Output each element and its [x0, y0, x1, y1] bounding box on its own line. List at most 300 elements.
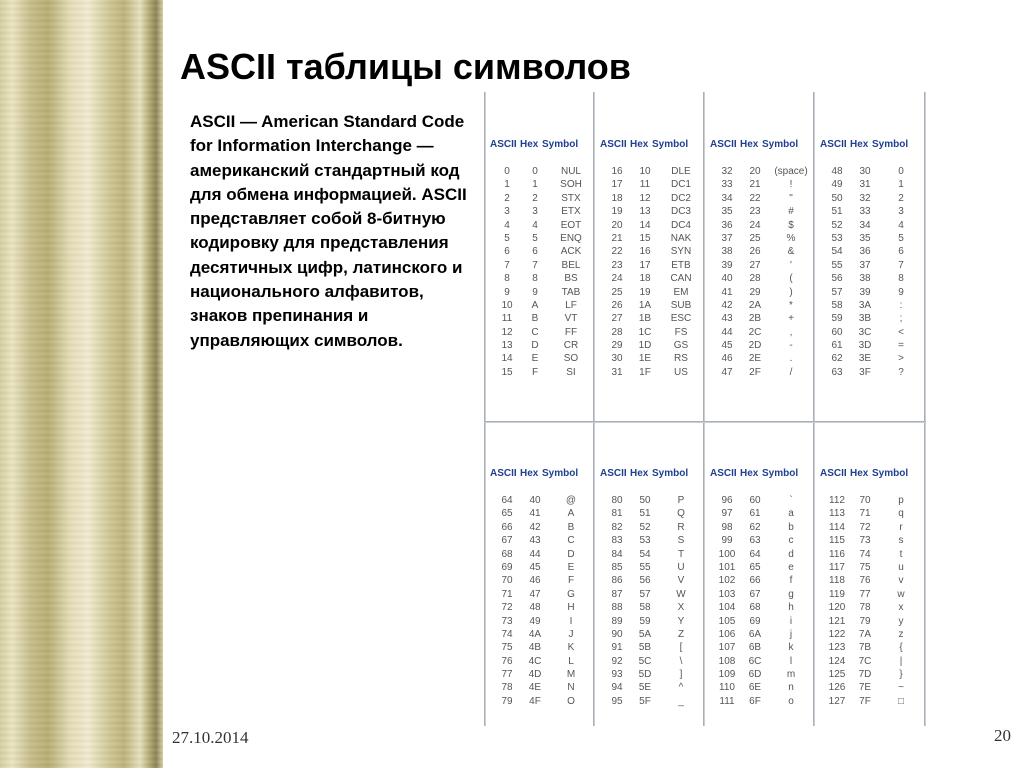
symbol-cell: `: [789, 495, 793, 506]
ascii-code-cell: 56: [831, 273, 843, 285]
symbol-cell: ;: [899, 313, 903, 325]
table-header: [488, 139, 596, 153]
table-header: [708, 468, 816, 482]
symbol-cell: %: [786, 232, 796, 244]
table-row: [818, 521, 926, 534]
symbol-cell: 3: [898, 206, 904, 218]
ascii-code-cell: 65: [501, 508, 513, 520]
hex-code-cell: 3B: [858, 313, 872, 325]
symbol-cell: SO: [563, 353, 579, 365]
ascii-code-cell: 39: [721, 259, 733, 271]
table-row: [708, 668, 816, 681]
table-row: [598, 219, 706, 232]
table-row: [488, 178, 596, 191]
symbol-cell: ?: [898, 366, 904, 378]
ascii-code-cell: 61: [831, 340, 843, 352]
header-ascii: ASCII: [490, 139, 517, 150]
ascii-code-cell: 75: [501, 642, 513, 654]
table-row: [708, 312, 816, 325]
table-row: [598, 681, 706, 694]
header-symbol: Symbol: [652, 139, 689, 150]
hex-code-cell: E: [531, 353, 539, 365]
table-row: [708, 339, 816, 352]
ascii-code-cell: 35: [721, 206, 733, 218]
ascii-code-cell: 97: [721, 508, 733, 520]
ascii-code-cell: 24: [611, 273, 623, 285]
table-row: [818, 299, 926, 312]
hex-code-cell: 36: [859, 246, 871, 258]
hex-code-cell: 33: [859, 206, 871, 218]
symbol-cell: LF: [565, 299, 577, 311]
ascii-code-cell: 99: [721, 535, 733, 547]
symbol-cell: ": [789, 192, 793, 204]
table-row: [708, 521, 816, 534]
symbol-cell: □: [897, 695, 905, 707]
symbol-cell: $: [788, 219, 794, 231]
table-row: [818, 259, 926, 272]
ascii-code-cell: 126: [828, 682, 846, 694]
slide-description: ASCII — American Standard Code for Information Interchange — американский стандартный код для обмена информацией. ASCII представляет собой 8-битную кодировку для представления десятичных цифр, латинского и национального алфавитов, знаков препинания и управляющих символов.: [190, 112, 467, 350]
hex-code-cell: C: [531, 326, 539, 338]
symbol-cell: CAN: [670, 273, 692, 285]
ascii-code-cell: 85: [611, 561, 623, 573]
table-row: [488, 695, 596, 708]
ascii-code-cell: 9: [504, 286, 510, 298]
table-row: [598, 561, 706, 574]
ascii-code-cell: 18: [611, 192, 623, 204]
ascii-code-cell: 37: [721, 232, 733, 244]
table-row: [818, 548, 926, 561]
table-row: [598, 352, 706, 365]
table-row: [598, 668, 706, 681]
hex-code-cell: 6E: [748, 682, 762, 694]
ascii-code-cell: 7: [504, 259, 510, 271]
symbol-cell: Z: [677, 628, 685, 640]
hex-code-cell: 68: [749, 602, 761, 614]
symbol-cell: ): [789, 286, 793, 298]
symbol-cell: 5: [898, 232, 904, 244]
hex-code-cell: 17: [639, 259, 651, 271]
hex-code-cell: 2D: [748, 340, 762, 352]
hex-code-cell: 9: [532, 286, 538, 298]
symbol-cell: GS: [673, 340, 689, 352]
symbol-cell: g: [788, 588, 794, 600]
table-row: [708, 205, 816, 218]
hex-code-cell: 74: [859, 548, 871, 560]
hex-code-cell: 14: [639, 219, 651, 231]
ascii-code-cell: 104: [718, 602, 736, 614]
hex-code-cell: 79: [859, 615, 871, 627]
ascii-code-cell: 64: [501, 495, 513, 506]
table-header: [818, 468, 926, 482]
hex-code-cell: 57: [639, 588, 651, 600]
decorative-left-border: [0, 0, 163, 768]
table-row: [818, 192, 926, 205]
hex-code-cell: 23: [749, 206, 761, 218]
hex-code-cell: 7A: [858, 628, 872, 640]
hex-code-cell: 4E: [528, 682, 542, 694]
hex-code-cell: F: [531, 366, 539, 378]
hex-code-cell: 65: [749, 561, 761, 573]
table-row: [598, 494, 706, 507]
table-row: [488, 561, 596, 574]
symbol-cell: VT: [564, 313, 578, 325]
symbol-cell: i: [789, 615, 793, 627]
hex-code-cell: 77: [859, 588, 871, 600]
header-symbol: Symbol: [762, 139, 799, 150]
ascii-code-cell: 25: [611, 286, 623, 298]
ascii-code-cell: 51: [831, 206, 843, 218]
ascii-code-cell: 86: [611, 575, 623, 587]
ascii-table: [484, 92, 926, 726]
header-hex: Hex: [630, 139, 649, 150]
hex-code-cell: 55: [639, 561, 651, 573]
symbol-cell: L: [568, 655, 574, 667]
ascii-code-cell: 117: [829, 561, 845, 573]
symbol-cell: }: [899, 669, 903, 681]
table-row: [598, 339, 706, 352]
ascii-code-cell: 42: [721, 299, 733, 311]
hex-code-cell: 6D: [748, 669, 762, 681]
ascii-code-cell: 59: [831, 313, 843, 325]
symbol-cell: DC2: [670, 192, 691, 204]
table-row: [708, 615, 816, 628]
ascii-code-cell: 33: [721, 179, 733, 191]
ascii-code-cell: 67: [501, 535, 513, 547]
hex-code-cell: 19: [639, 286, 651, 298]
hex-code-cell: 58: [639, 602, 651, 614]
symbol-cell: |: [899, 655, 903, 667]
ascii-code-cell: 118: [829, 575, 845, 587]
ascii-code-cell: 66: [501, 521, 513, 533]
table-row: [818, 561, 926, 574]
table-row: [708, 245, 816, 258]
ascii-code-cell: 124: [828, 655, 846, 667]
table-row: [708, 601, 816, 614]
table-row: [708, 561, 816, 574]
symbol-cell: CR: [563, 340, 579, 352]
table-header: [708, 139, 816, 153]
table-row: [488, 232, 596, 245]
symbol-cell: _: [678, 695, 684, 707]
table-row: [488, 259, 596, 272]
table-row: [818, 286, 926, 299]
hex-code-cell: 22: [749, 192, 761, 204]
symbol-cell: ^: [678, 682, 684, 694]
ascii-code-cell: 41: [721, 286, 733, 298]
footer-date: 27.10.2014: [172, 728, 249, 747]
hex-code-cell: 61: [749, 508, 761, 520]
symbol-cell: B: [567, 521, 575, 533]
hex-code-cell: 5B: [638, 642, 652, 654]
table-row: [708, 366, 816, 379]
table-row: [708, 219, 816, 232]
symbol-cell: !: [789, 179, 793, 191]
table-row: [818, 272, 926, 285]
hex-code-cell: 35: [859, 232, 871, 244]
symbol-cell: T: [677, 548, 685, 560]
hex-code-cell: 37: [859, 259, 871, 271]
symbol-cell: =: [898, 340, 904, 352]
table-row: [598, 312, 706, 325]
symbol-cell: FS: [674, 326, 688, 338]
ascii-code-cell: 43: [721, 313, 733, 325]
hex-code-cell: 5F: [639, 695, 651, 707]
table-row: [818, 655, 926, 668]
hex-code-cell: 0: [532, 166, 538, 177]
hex-code-cell: 2: [532, 192, 538, 204]
ascii-code-cell: 28: [611, 326, 623, 338]
hex-code-cell: 53: [639, 535, 651, 547]
table-row: [488, 615, 596, 628]
table-row: [488, 641, 596, 654]
hex-code-cell: 67: [749, 588, 761, 600]
hex-code-cell: 69: [749, 615, 761, 627]
ascii-code-cell: 94: [611, 682, 623, 694]
ascii-code-cell: 57: [831, 286, 843, 298]
ascii-code-cell: 89: [611, 615, 623, 627]
ascii-code-cell: 120: [828, 602, 846, 614]
hex-code-cell: 28: [749, 273, 761, 285]
table-row: [598, 507, 706, 520]
table-row: [488, 574, 596, 587]
table-row: [488, 521, 596, 534]
table-row: [818, 695, 926, 708]
ascii-code-cell: 109: [718, 669, 736, 681]
table-row: [708, 272, 816, 285]
hex-code-cell: 38: [859, 273, 871, 285]
hex-code-cell: 8: [532, 273, 538, 285]
table-row: [818, 574, 926, 587]
hex-code-cell: 2A: [748, 299, 762, 311]
table-row: [708, 681, 816, 694]
table-row: [708, 352, 816, 365]
symbol-cell: \: [679, 655, 683, 667]
table-row: [708, 178, 816, 191]
table-row: [818, 165, 926, 178]
ascii-code-cell: 74: [501, 628, 513, 640]
ascii-code-cell: 46: [721, 353, 733, 365]
symbol-cell: EM: [673, 286, 689, 298]
symbol-cell: D: [567, 548, 575, 560]
symbol-cell: E: [567, 561, 575, 573]
table-row: [488, 507, 596, 520]
ascii-code-cell: 119: [829, 588, 845, 600]
table-row: [598, 534, 706, 547]
table-row: [818, 326, 926, 339]
hex-code-cell: 5C: [638, 655, 652, 667]
hex-code-cell: 6F: [749, 695, 761, 707]
symbol-cell: I: [569, 615, 573, 627]
hex-code-cell: 3A: [858, 299, 872, 311]
symbol-cell: STX: [561, 192, 581, 204]
table-row: [488, 352, 596, 365]
symbol-cell: y: [898, 615, 904, 627]
header-hex: Hex: [850, 468, 869, 479]
symbol-cell: j: [789, 628, 793, 640]
table-row: [488, 219, 596, 232]
symbol-cell: F: [567, 575, 575, 587]
table-row: [708, 641, 816, 654]
ascii-code-cell: 0: [504, 166, 510, 177]
hex-code-cell: 50: [639, 495, 651, 506]
symbol-cell: a: [788, 508, 794, 520]
symbol-cell: BEL: [561, 259, 581, 271]
hex-code-cell: 3: [532, 206, 538, 218]
table-row: [818, 494, 926, 507]
ascii-code-cell: 80: [611, 495, 623, 506]
ascii-code-cell: 40: [721, 273, 733, 285]
hex-code-cell: 15: [639, 232, 651, 244]
hex-code-cell: 21: [749, 179, 761, 191]
hex-code-cell: 4D: [528, 669, 542, 681]
table-row: [488, 299, 596, 312]
symbol-cell: ETB: [671, 259, 691, 271]
ascii-code-cell: 49: [831, 179, 843, 191]
table-row: [598, 548, 706, 561]
ascii-code-cell: 10: [501, 299, 513, 311]
symbol-cell: h: [788, 602, 794, 614]
ascii-code-cell: 3: [504, 206, 510, 218]
table-row: [598, 245, 706, 258]
ascii-code-cell: 2: [504, 192, 510, 204]
symbol-cell: 1: [898, 179, 904, 191]
symbol-cell: DLE: [671, 166, 691, 177]
table-row: [488, 534, 596, 547]
table-row: [598, 695, 706, 708]
header-symbol: Symbol: [762, 468, 799, 479]
symbol-cell: m: [786, 669, 796, 681]
hex-code-cell: 1D: [638, 340, 652, 352]
ascii-code-cell: 114: [829, 521, 845, 533]
symbol-cell: c: [788, 535, 794, 547]
ascii-code-cell: 93: [611, 669, 623, 681]
hex-code-cell: 1F: [639, 366, 651, 378]
table-row: [708, 494, 816, 507]
symbol-cell: ETX: [561, 206, 581, 218]
hex-code-cell: 56: [639, 575, 651, 587]
hex-code-cell: 20: [749, 166, 761, 177]
hex-code-cell: 4A: [528, 628, 542, 640]
symbol-cell: SUB: [670, 299, 692, 311]
ascii-code-cell: 70: [501, 575, 513, 587]
ascii-code-cell: 96: [721, 495, 733, 506]
symbol-cell: BS: [564, 273, 578, 285]
ascii-code-cell: 19: [611, 206, 623, 218]
symbol-cell: z: [898, 628, 904, 640]
table-row: [818, 219, 926, 232]
header-ascii: ASCII: [820, 468, 847, 479]
hex-code-cell: 1A: [638, 299, 652, 311]
header-symbol: Symbol: [872, 139, 909, 150]
ascii-code-cell: 105: [718, 615, 736, 627]
symbol-cell: :: [899, 299, 903, 311]
ascii-code-cell: 36: [721, 219, 733, 231]
symbol-cell: 7: [898, 259, 904, 271]
ascii-code-cell: 52: [831, 219, 843, 231]
table-row: [488, 655, 596, 668]
table-row: [818, 588, 926, 601]
ascii-code-cell: 84: [611, 548, 623, 560]
table-row: [818, 339, 926, 352]
ascii-code-cell: 72: [501, 602, 513, 614]
ascii-code-cell: 102: [718, 575, 736, 587]
symbol-cell: ]: [679, 669, 683, 681]
page-number: 20: [994, 726, 1011, 745]
hex-code-cell: 32: [859, 192, 871, 204]
ascii-code-cell: 15: [501, 366, 513, 378]
table-row: [488, 601, 596, 614]
table-row: [598, 601, 706, 614]
header-ascii: ASCII: [490, 468, 517, 479]
symbol-cell: SOH: [560, 179, 582, 191]
ascii-code-cell: 98: [721, 521, 733, 533]
table-row: [708, 299, 816, 312]
header-symbol: Symbol: [872, 468, 909, 479]
hex-code-cell: 43: [529, 535, 541, 547]
symbol-cell: #: [788, 206, 794, 218]
symbol-cell: ESC: [670, 313, 692, 325]
hex-code-cell: 76: [859, 575, 871, 587]
table-row: [598, 299, 706, 312]
symbol-cell: b: [788, 521, 794, 533]
hex-code-cell: 3F: [859, 366, 871, 378]
header-hex: Hex: [520, 139, 539, 150]
symbol-cell: -: [789, 340, 793, 352]
ascii-code-cell: 125: [828, 669, 846, 681]
ascii-code-cell: 4: [504, 219, 510, 231]
ascii-code-cell: 53: [831, 232, 843, 244]
table-row: [708, 534, 816, 547]
hex-code-cell: 4B: [528, 642, 542, 654]
symbol-cell: k: [788, 642, 794, 654]
symbol-cell: r: [899, 521, 903, 533]
hex-code-cell: 7: [532, 259, 538, 271]
table-row: [708, 628, 816, 641]
table-row: [708, 232, 816, 245]
header-ascii: ASCII: [820, 139, 847, 150]
symbol-cell: n: [788, 682, 794, 694]
symbol-cell: {: [899, 642, 903, 654]
ascii-code-cell: 76: [501, 655, 513, 667]
symbol-cell: ,: [789, 326, 793, 338]
ascii-code-cell: 44: [721, 326, 733, 338]
hex-code-cell: A: [531, 299, 539, 311]
ascii-code-cell: 78: [501, 682, 513, 694]
ascii-code-cell: 82: [611, 521, 623, 533]
table-row: [708, 192, 816, 205]
ascii-code-cell: 87: [611, 588, 623, 600]
table-row: [488, 245, 596, 258]
table-row: [818, 615, 926, 628]
ascii-code-cell: 91: [611, 642, 623, 654]
table-row: [488, 548, 596, 561]
hex-code-cell: 41: [529, 508, 541, 520]
hex-code-cell: 4: [532, 219, 538, 231]
table-row: [488, 205, 596, 218]
hex-code-cell: 6C: [748, 655, 762, 667]
symbol-cell: ~: [898, 682, 904, 694]
table-row: [598, 192, 706, 205]
table-row: [488, 668, 596, 681]
hex-code-cell: 47: [529, 588, 541, 600]
table-row: [598, 588, 706, 601]
ascii-code-cell: 90: [611, 628, 623, 640]
table-row: [708, 259, 816, 272]
table-row: [598, 521, 706, 534]
hex-code-cell: 40: [529, 495, 541, 506]
hex-code-cell: 2C: [748, 326, 762, 338]
